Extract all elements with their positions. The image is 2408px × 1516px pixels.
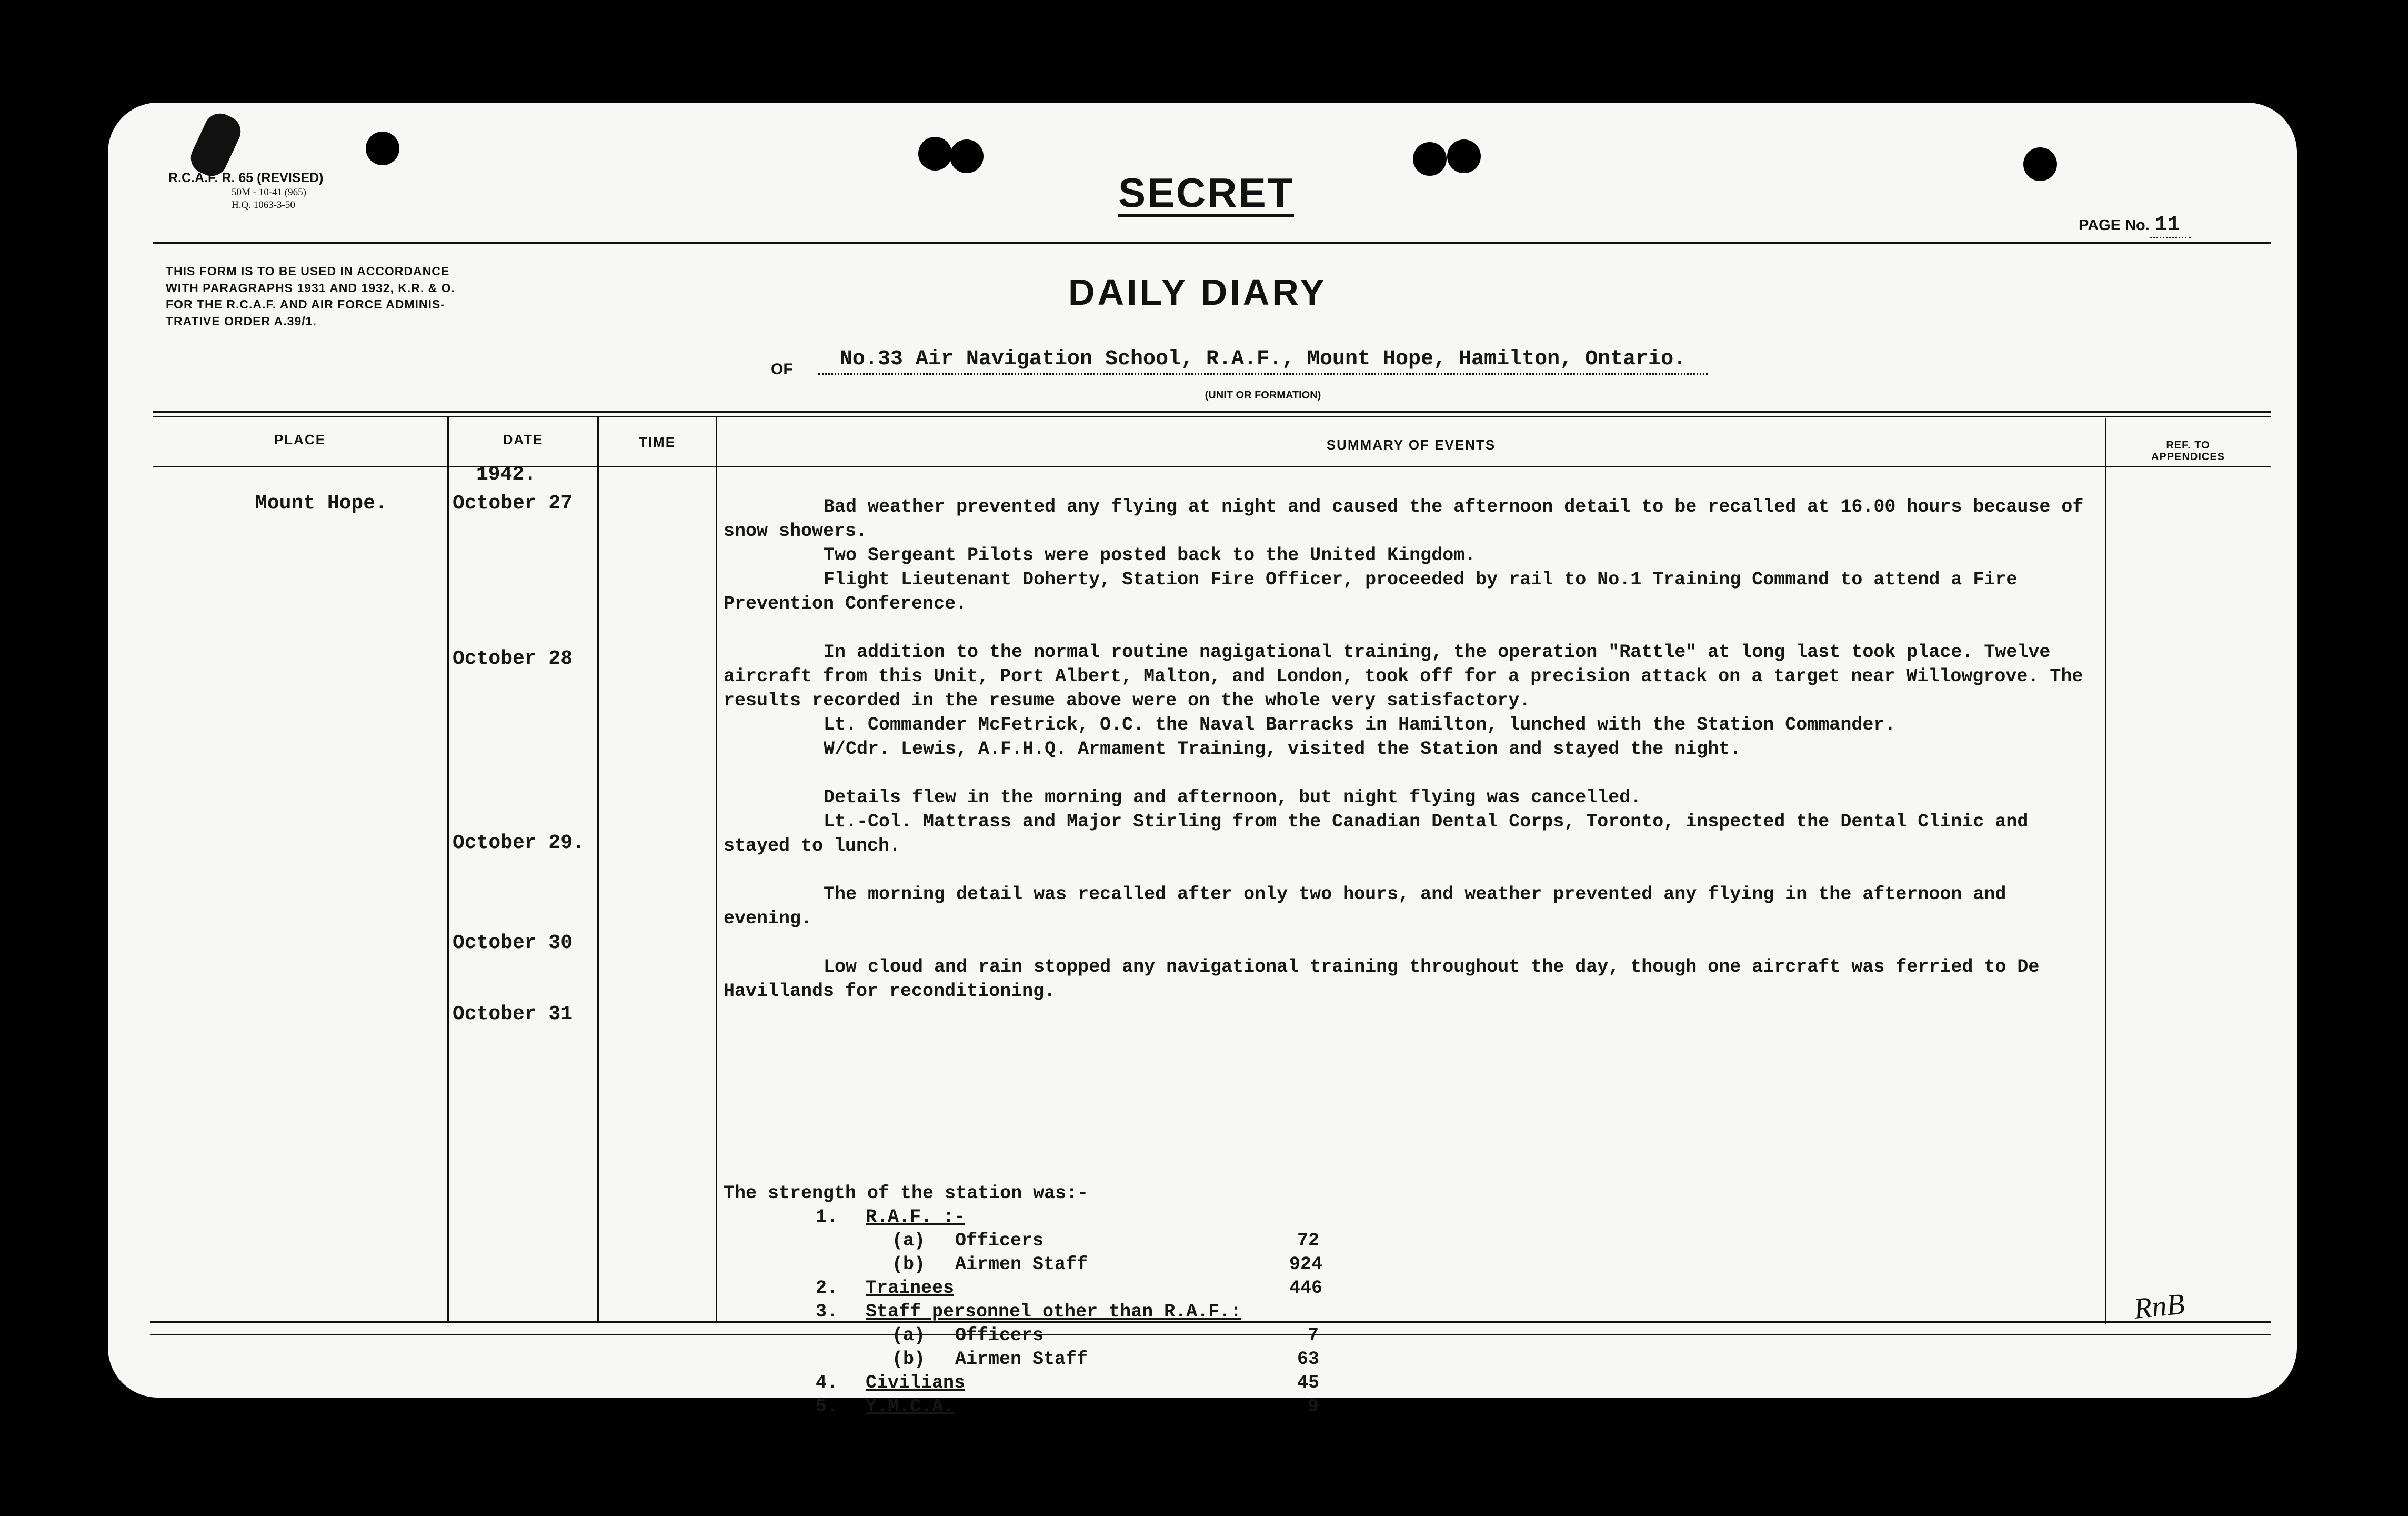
strength-raf-officers-label: Officers	[955, 1230, 1044, 1251]
instruction-line: FOR THE R.C.A.F. AND AIR FORCE ADMINIS-	[166, 297, 445, 312]
strength-sub-key: (b)	[892, 1254, 926, 1275]
instruction-line: WITH PARAGRAPHS 1931 AND 1932, K.R. & O.	[166, 281, 455, 295]
table-top-rule	[153, 411, 2271, 413]
column-header-summary: SUMMARY OF EVENTS	[1326, 437, 1496, 453]
punch-hole	[918, 137, 952, 171]
ref-header-line: APPENDICES	[2151, 451, 2225, 463]
strength-trainees-label: Trainees	[866, 1278, 955, 1299]
instruction-line: TRATIVE ORDER A.39/1.	[166, 314, 317, 328]
punch-hole	[950, 139, 984, 173]
form-hq-ref: H.Q. 1063-3-50	[232, 200, 295, 211]
column-header-time: TIME	[638, 434, 676, 450]
punch-hole	[1413, 142, 1447, 176]
column-divider	[597, 416, 599, 1321]
strength-raf-airmen-value: 924	[1289, 1254, 1323, 1275]
event-paragraph: W/Cdr. Lewis, A.F.H.Q. Armament Training, visited the Station and stayed the night.	[824, 739, 1741, 760]
strength-staff-officers-value: 7	[1308, 1325, 1319, 1346]
date-cell: October 29.	[453, 832, 585, 854]
strength-item-number: 3.	[816, 1301, 838, 1322]
date-cell: October 31	[453, 1003, 573, 1025]
strength-item-number: 2.	[816, 1278, 838, 1299]
strength-intro: The strength of the station was:-	[724, 1183, 1089, 1204]
event-paragraph: The morning detail was recalled after only two hours, and weather prevented any flying in the afternoon and evening.	[724, 884, 2006, 929]
diary-sheet	[108, 103, 2297, 1417]
classification-stamp: SECRET	[1118, 172, 1294, 217]
form-print-run: 50M - 10-41 (965)	[232, 187, 306, 198]
strength-sub-key: (b)	[892, 1349, 926, 1370]
column-divider	[716, 416, 717, 1321]
form-identifier	[168, 170, 324, 212]
strength-sub-key: (a)	[892, 1230, 926, 1251]
form-instructions	[166, 263, 455, 330]
handwritten-initials: RnB	[2132, 1288, 2186, 1325]
strength-civilians-value: 45	[1297, 1372, 1320, 1393]
strength-civilians-label: Civilians	[866, 1372, 966, 1393]
strength-ymca-value: 9	[1308, 1396, 1319, 1417]
strength-raf-airmen-label: Airmen Staff	[955, 1254, 1088, 1275]
station-strength	[724, 1182, 1460, 1419]
instruction-line: THIS FORM IS TO BE USED IN ACCORDANCE	[166, 264, 450, 278]
punch-hole	[366, 132, 399, 165]
punch-hole	[2023, 147, 2057, 181]
table-head-rule	[153, 466, 2271, 467]
page-number	[2079, 213, 2191, 237]
column-header-place: PLACE	[274, 432, 326, 447]
form-title: DAILY DIARY	[1068, 272, 1327, 313]
event-paragraph: Lt. Commander McFetrick, O.C. the Naval Barracks in Hamilton, lunched with the Station Commander.	[824, 714, 1896, 735]
page-number-value: 11	[2150, 213, 2191, 238]
strength-raf-label: R.A.F. :-	[866, 1206, 966, 1228]
date-cell: October 27	[453, 492, 573, 515]
page-number-label: PAGE No.	[2079, 217, 2150, 234]
unit-caption: (UNIT OR FORMATION)	[1205, 390, 1321, 401]
punch-hole	[1447, 139, 1481, 173]
form-number: R.C.A.F. R. 65 (REVISED)	[168, 171, 324, 185]
strength-staff-officers-label: Officers	[955, 1325, 1044, 1346]
strength-staff-airmen-label: Airmen Staff	[955, 1349, 1088, 1370]
event-paragraph: Low cloud and rain stopped any navigational training throughout the day, though one aircraft was ferried to De Havillands for reconditioning.	[724, 956, 2040, 1002]
strength-trainees-value: 446	[1289, 1278, 1323, 1299]
date-cell: October 30	[453, 932, 573, 954]
column-divider	[2105, 418, 2106, 1324]
strength-item-number: 4.	[816, 1372, 838, 1393]
summary-of-events	[724, 495, 2097, 1003]
column-divider	[447, 416, 449, 1321]
strength-staff-label: Staff personnel other than R.A.F.:	[866, 1301, 1242, 1322]
strength-ymca-label: Y.M.C.A.	[866, 1396, 955, 1417]
place-cell: Mount Hope.	[255, 492, 387, 515]
event-paragraph: Lt.-Col. Mattrass and Major Stirling from the Canadian Dental Corps, Toronto, inspected the Dental Clinic and stayed to lunch.	[724, 811, 2029, 856]
strength-raf-officers-value: 72	[1297, 1230, 1320, 1251]
year-cell: 1942.	[476, 463, 537, 486]
strength-item-number: 1.	[816, 1206, 838, 1228]
event-paragraph: Details flew in the morning and afternoon, but night flying was cancelled.	[824, 787, 1642, 808]
column-header-ref	[2106, 440, 2270, 463]
event-paragraph: Two Sergeant Pilots were posted back to the United Kingdom.	[824, 545, 1476, 566]
strength-staff-airmen-value: 63	[1297, 1349, 1320, 1370]
event-paragraph: Flight Lieutenant Doherty, Station Fire Officer, proceeded by rail to No.1 Training Command to attend a Fire Prevention Conference.	[724, 569, 2018, 614]
date-cell: October 28	[453, 647, 573, 670]
of-label: OF	[771, 361, 793, 378]
header-rule	[153, 242, 2271, 244]
strength-item-number: 5.	[816, 1396, 838, 1417]
unit-name: No.33 Air Navigation School, R.A.F., Mount Hope, Hamilton, Ontario.	[818, 347, 1708, 375]
table-top-rule	[153, 416, 2271, 417]
event-paragraph: In addition to the normal routine nagigational training, the operation "Rattle" at long last took place. Twelve aircraft from this Unit, Port Albert, Malton, and London, took off for a precision attack on a target near Willowgrove. The results recorded in the resume above were on the whole very satisfactory.	[724, 642, 2083, 711]
ref-header-line: REF. TO	[2166, 440, 2210, 451]
column-header-date: DATE	[503, 432, 544, 447]
event-paragraph: Bad weather prevented any flying at night and caused the afternoon detail to be recalled at 16.00 hours because of snow showers.	[724, 496, 2084, 542]
strength-sub-key: (a)	[892, 1325, 926, 1346]
